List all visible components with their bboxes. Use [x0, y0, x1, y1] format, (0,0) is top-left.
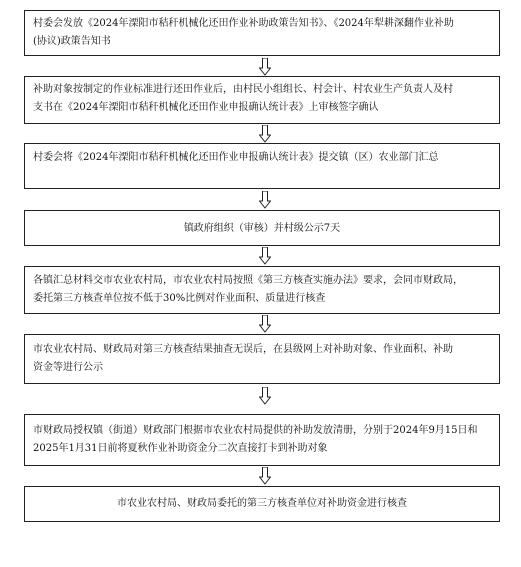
flow-arrow-6: [259, 387, 271, 405]
flow-arrow-7: [259, 467, 271, 485]
flow-arrow-5: [259, 315, 271, 333]
flow-arrow-3: [259, 191, 271, 209]
step-3-box: [24, 143, 500, 189]
step-4-box: [24, 210, 500, 246]
step-8-line-1: 市农业农村局、财政局委托的第三方核查单位对补助资金进行核查: [117, 498, 407, 509]
step-2-line-1: 补助对象按制定的作业标准进行还田作业后，由村民小组组长、村会计、村农业生产负责人及村: [33, 84, 453, 95]
step-5-box: [24, 266, 500, 314]
step-7-box: [24, 414, 500, 466]
step-6-line-2: 资金等进行公示: [33, 362, 103, 373]
step-5-line-2: 委托第三方核查单位按不低于30%比例对作业面积、质量进行核查: [33, 293, 326, 304]
step-7-line-2: 2025年1月31日前将夏秋作业补助资金分二次直接打卡到补助对象: [33, 443, 328, 454]
step-1-line-2: (协议)政策告知书: [33, 36, 111, 47]
step-5-line-1: 各镇汇总材料交市农业农村局，市农业农村局按照《第三方核查实施办法》要求，会同市财政局，: [33, 275, 463, 286]
step-8-box: [24, 486, 500, 522]
flow-arrow-4: [259, 247, 271, 265]
step-7-line-1: 市财政局授权镇（街道）财政部门根据市农业农村局提供的补助发放清册，分别于2024年9月15日和: [33, 425, 478, 436]
step-2-line-2: 支书在《2024年溧阳市秸秆机械化还田作业申报确认统计表》上审核签字确认: [33, 102, 379, 113]
step-1-line-1: 村委会发放《2024年溧阳市秸秆机械化还田作业补助政策告知书》、《2024年犁耕深翻作业补助: [33, 18, 454, 29]
flow-arrow-1: [259, 58, 271, 76]
step-3-line-1: 村委会将《2024年溧阳市秸秆机械化还田作业申报确认统计表》提交镇（区）农业部门汇总: [33, 152, 439, 163]
step-1-box: [24, 10, 500, 56]
step-6-line-1: 市农业农村局、财政局对第三方核查结果抽查无误后，在县级网上对补助对象、作业面积、补助: [33, 344, 453, 355]
step-6-box: [24, 334, 500, 384]
step-2-box: [24, 76, 500, 124]
flow-arrow-2: [259, 125, 271, 143]
step-4-line-1: 镇政府组织（审核）并村级公示7天: [183, 223, 341, 234]
